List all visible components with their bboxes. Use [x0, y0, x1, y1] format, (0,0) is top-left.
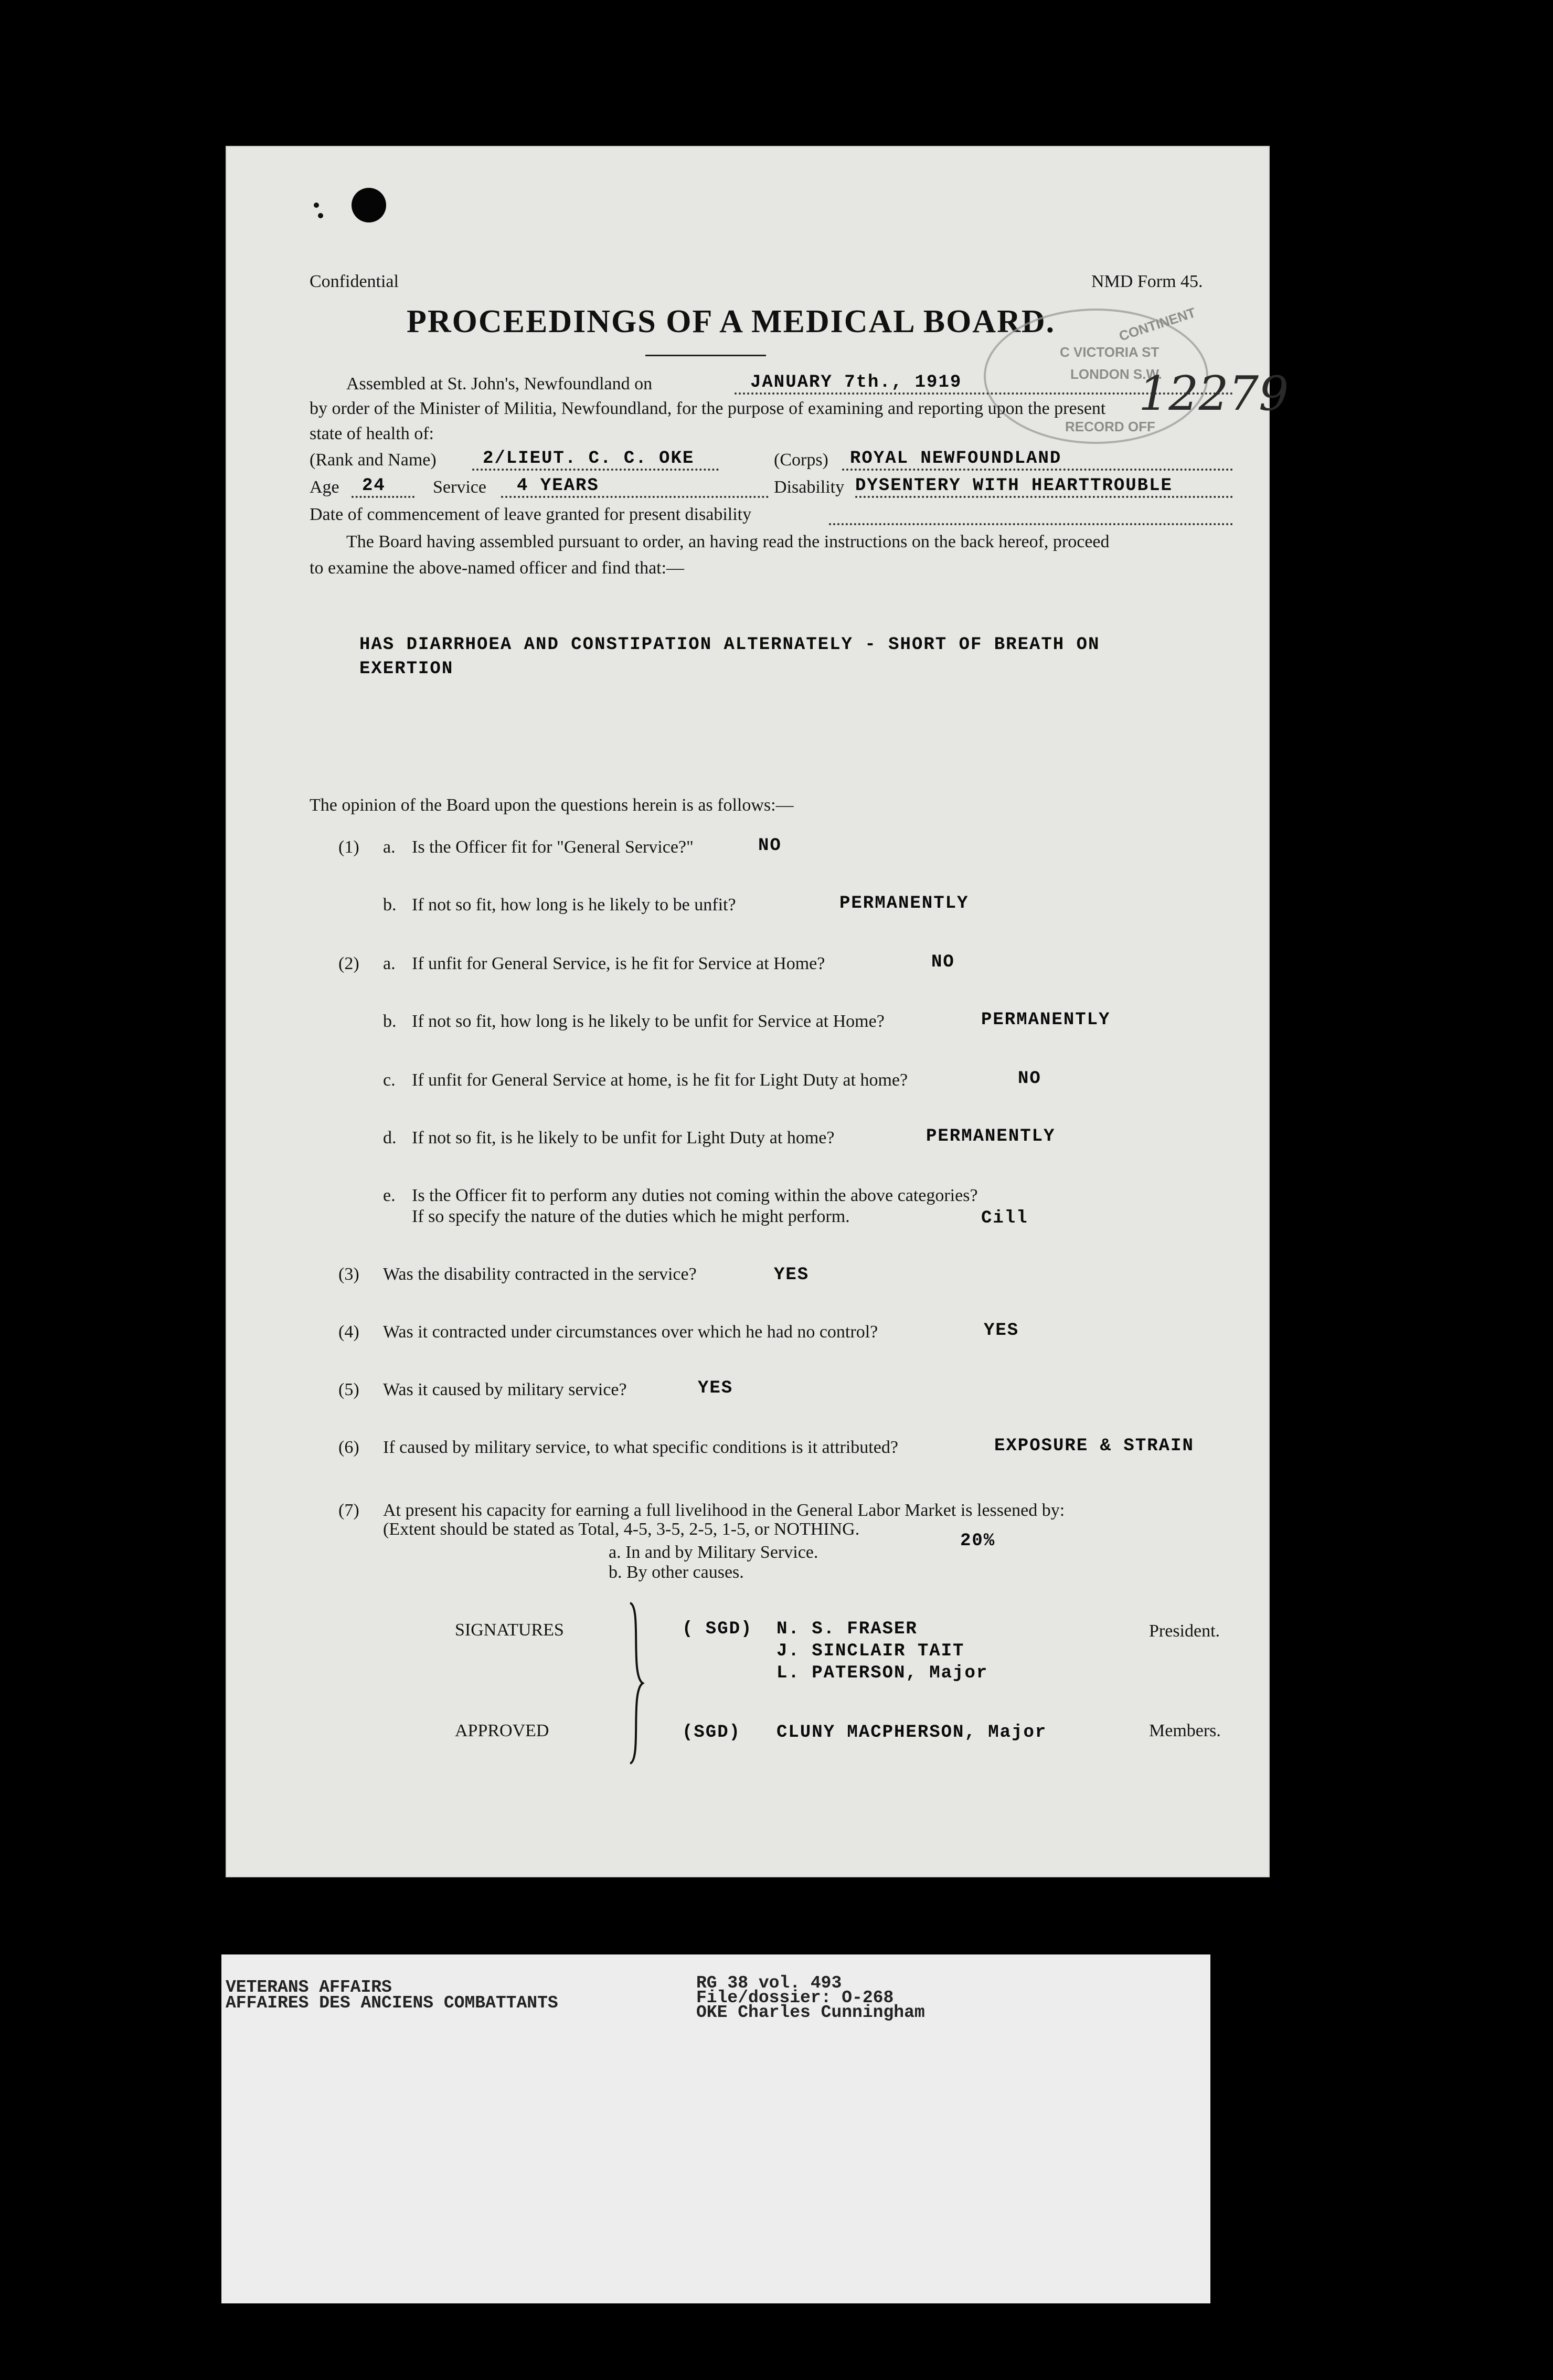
sgd-label: ( SGD)	[682, 1619, 753, 1639]
question-answer: NO	[758, 836, 782, 856]
question-answer: PERMANENTLY	[926, 1127, 1056, 1146]
sgd-label: (SGD)	[682, 1723, 741, 1742]
disability-label: Disability	[774, 477, 845, 497]
dotted-line	[501, 496, 769, 498]
president-label: President.	[1149, 1621, 1220, 1641]
board-member-name: N. S. FRASER	[777, 1619, 918, 1639]
question-number: (3)	[338, 1265, 359, 1284]
board-text: to examine the above-named officer and find that:—	[310, 558, 685, 578]
punch-hole	[352, 188, 386, 222]
dotted-line	[735, 392, 1233, 395]
board-member-name: L. PATERSON, Major	[777, 1663, 988, 1683]
archive-department: VETERANS AFFAIRS	[226, 1978, 392, 1997]
opinion-intro: The opinion of the Board upon the questions herein is as follows:—	[310, 795, 794, 815]
question-text: If not so fit, how long is he likely to be unfit?	[412, 895, 736, 915]
question-letter: c.	[383, 1070, 396, 1090]
stamp-text: RECORD OFF	[1065, 419, 1155, 434]
question-text: If not so fit, how long is he likely to be unfit for Service at Home?	[412, 1012, 885, 1031]
rank-name-label: (Rank and Name)	[310, 450, 437, 470]
board-text: The Board having assembled pursuant to order, an having read the instructions on the back hereof, proceed	[346, 532, 1110, 551]
question-answer: YES	[984, 1321, 1019, 1341]
question-text: a. In and by Military Service.	[609, 1543, 818, 1562]
question-answer: NO	[1018, 1069, 1041, 1089]
question-text: If so specify the nature of the duties which he might perform.	[412, 1207, 850, 1226]
approved-label: APPROVED	[455, 1721, 549, 1740]
archive-reference: RG 38 vol. 493	[696, 1973, 842, 1993]
question-text: Is the Officer fit to perform any duties not coming within the above categories?	[412, 1186, 978, 1205]
title-underline	[645, 355, 766, 356]
question-text: At present his capacity for earning a full livelihood in the General Labor Market is lessened by:	[383, 1501, 1065, 1520]
corps-value: ROYAL NEWFOUNDLAND	[850, 449, 1062, 469]
medical-board-form	[226, 146, 1289, 1877]
question-letter: a.	[383, 954, 396, 973]
stamp-text: LONDON S.W.	[1070, 366, 1162, 382]
question-text: Is the Officer fit for "General Service?"	[412, 837, 694, 857]
question-number: (1)	[338, 837, 359, 857]
disability-value: DYSENTERY WITH HEARTTROUBLE	[855, 476, 1173, 496]
question-number: (5)	[338, 1380, 359, 1399]
question-number: (7)	[338, 1501, 359, 1520]
archive-department: AFFAIRES DES ANCIENS COMBATTANTS	[226, 1993, 558, 2013]
assembled-label: Assembled at St. John's, Newfoundland on	[346, 374, 653, 394]
question-number: (4)	[338, 1322, 359, 1342]
members-label: Members.	[1149, 1721, 1221, 1740]
age-label: Age	[310, 477, 339, 497]
dotted-line	[855, 496, 1233, 498]
question-answer: PERMANENTLY	[981, 1010, 1111, 1030]
question-text: Was it contracted under circumstances over which he had no control?	[383, 1322, 878, 1342]
age-value: 24	[362, 476, 386, 496]
stamp-text: CONTINENT	[1116, 304, 1198, 344]
handwritten-file-number: 12279	[1139, 366, 1289, 421]
question-letter: d.	[383, 1128, 397, 1148]
order-text: by order of the Minister of Militia, Newfoundland, for the purpose of examining and reporting upon the present	[310, 399, 1106, 418]
question-answer: Cill	[981, 1208, 1028, 1228]
approver-name: CLUNY MACPHERSON, Major	[777, 1723, 1047, 1742]
question-text: If unfit for General Service, is he fit for Service at Home?	[412, 954, 825, 973]
service-value: 4 YEARS	[517, 476, 599, 496]
question-text: Was it caused by military service?	[383, 1380, 627, 1399]
dotted-line	[352, 496, 414, 498]
dotted-line	[472, 469, 719, 471]
question-text: If caused by military service, to what specific conditions is it attributed?	[383, 1438, 898, 1457]
archive-subject-name: OKE Charles Cunningham	[696, 2003, 925, 2022]
assembled-date: JANUARY 7th., 1919	[750, 373, 962, 392]
corps-label: (Corps)	[774, 450, 828, 470]
service-label: Service	[433, 477, 486, 497]
findings-text: HAS DIARRHOEA AND CONSTIPATION ALTERNATELY - SHORT OF BREATH ON	[359, 635, 1100, 655]
state-of-health-label: state of health of:	[310, 424, 434, 443]
rank-name-value: 2/LIEUT. C. C. OKE	[483, 449, 695, 469]
leave-label: Date of commencement of leave granted for present disability	[310, 505, 752, 524]
question-letter: b.	[383, 895, 397, 915]
question-answer: 20%	[960, 1531, 996, 1551]
question-answer: PERMANENTLY	[839, 894, 969, 913]
archive-reference-card	[221, 1954, 1210, 2303]
speck	[318, 213, 323, 218]
question-answer: YES	[698, 1378, 733, 1398]
stamp-text: C VICTORIA ST	[1060, 344, 1160, 360]
question-letter: b.	[383, 1012, 397, 1031]
question-text: If unfit for General Service at home, is he fit for Light Duty at home?	[412, 1070, 908, 1090]
question-text: If not so fit, is he likely to be unfit for Light Duty at home?	[412, 1128, 835, 1148]
findings-text: EXERTION	[359, 659, 454, 679]
speck	[314, 203, 319, 208]
board-member-name: J. SINCLAIR TAIT	[777, 1641, 965, 1661]
dotted-line	[842, 469, 1233, 471]
question-number: (2)	[338, 954, 359, 973]
question-text: (Extent should be stated as Total, 4-5, 3-5, 2-5, 1-5, or NOTHING.	[383, 1520, 860, 1539]
form-number: NMD Form 45.	[1091, 272, 1203, 291]
question-answer: NO	[931, 952, 955, 972]
question-letter: a.	[383, 837, 396, 857]
question-number: (6)	[338, 1438, 359, 1457]
signatures-label: SIGNATURES	[455, 1620, 564, 1640]
question-text: Was the disability contracted in the service?	[383, 1265, 697, 1284]
dotted-line	[829, 523, 1233, 525]
confidential-label: Confidential	[310, 272, 399, 291]
archive-file-number: File/dossier: O-268	[696, 1988, 894, 2007]
question-answer: YES	[774, 1265, 810, 1285]
question-text: b. By other causes.	[609, 1563, 744, 1582]
question-letter: e.	[383, 1186, 396, 1205]
page-title: PROCEEDINGS OF A MEDICAL BOARD.	[407, 304, 1056, 339]
brace	[627, 1602, 646, 1765]
question-answer: EXPOSURE & STRAIN	[994, 1436, 1194, 1456]
